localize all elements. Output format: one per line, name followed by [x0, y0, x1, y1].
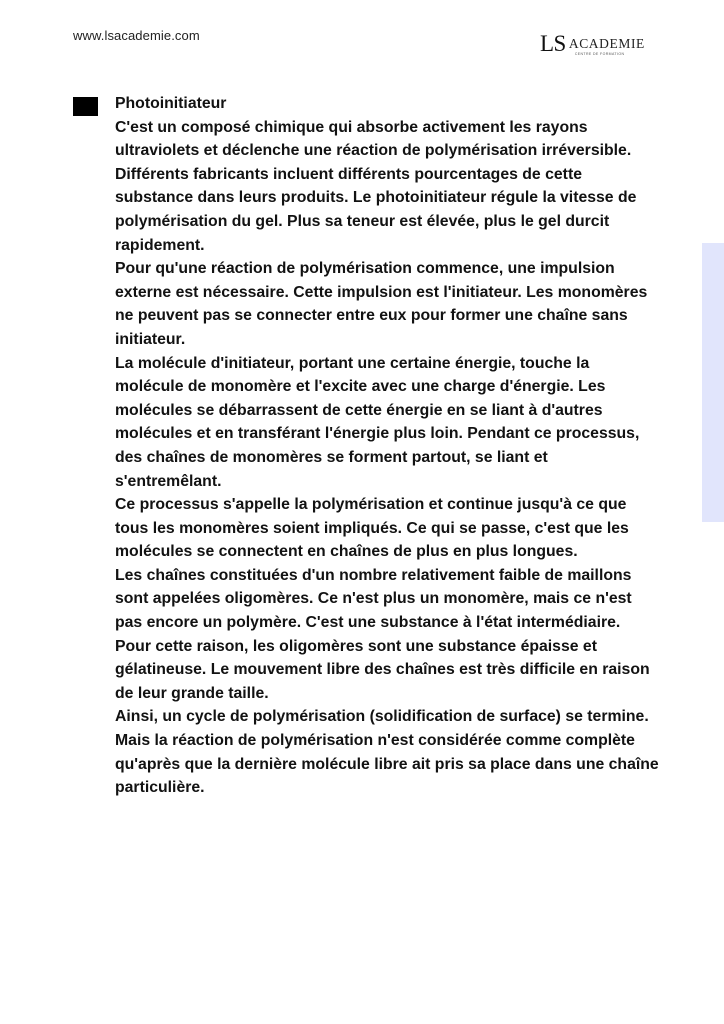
logo-ls-mark: LS — [540, 31, 566, 56]
article-body — [115, 92, 675, 800]
website-url[interactable]: www.lsacademie.com — [73, 28, 200, 43]
paragraph-6: Pour cette raison, les oligomères sont une substance épaisse et gélatineuse. Le mouvement libre des chaînes est très difficile en raison de leur grande taille. — [115, 637, 650, 702]
paragraph-7: Ainsi, un cycle de polymérisation (solidification de surface) se termine. Mais la réaction de polymérisation n'est considérée comme complète qu'après que la dernière molécule libre ait pris sa place dans une chaîne particulière. — [115, 708, 659, 797]
logo-tagline: CENTRE DE FORMATION — [574, 52, 625, 56]
paragraph-4: Ce processus s'appelle la polymérisation et continue jusqu'à ce que tous les monomères soient impliqués. Ce qui se passe, c'est que les molécules se connectent en chaînes de plus en plus longues. — [115, 496, 629, 561]
paragraph-1: C'est un composé chimique qui absorbe activement les rayons ultraviolets et déclenche une réaction de polymérisation irréversible. Différents fabricants incluent différents pourcentages de cette substance dans leurs produits. Le photoinitiateur régule la vitesse de polymérisation du gel. Plus sa teneur est élevée, plus le gel durcit rapidement. — [115, 118, 637, 254]
logo-academie-text: ACADEMIE — [568, 36, 645, 51]
paragraph-5: Les chaînes constituées d'un nombre relativement faible de maillons sont appelées oligomères. Ce n'est plus un monomère, mais ce n'est pas encore un polymère. C'est une substance à l'état intermédiaire. — [115, 566, 632, 632]
section-heading: Photoinitiateur — [115, 95, 227, 112]
logo-wordmark — [569, 32, 645, 57]
ls-academie-logo — [540, 32, 645, 58]
paragraph-3: La molécule d'initiateur, portant une certaine énergie, touche la molécule de monomère et l'excite avec une charge d'énergie. Les molécules se débarrassent de cette énergie en se liant à d'autres molécules et en transférant l'énergie plus loin. Pendant ce processus, des chaînes de monomères se forment partout, se liant et s'entremêlant. — [115, 354, 640, 490]
side-accent-tab — [702, 243, 724, 522]
section-marker-block — [73, 97, 98, 116]
paragraph-2: Pour qu'une réaction de polymérisation commence, une impulsion externe est nécessaire. Cette impulsion est l'initiateur. Les monomères ne peuvent pas se connecter entre eux pour former une chaîne sans initiateur. — [115, 260, 648, 348]
